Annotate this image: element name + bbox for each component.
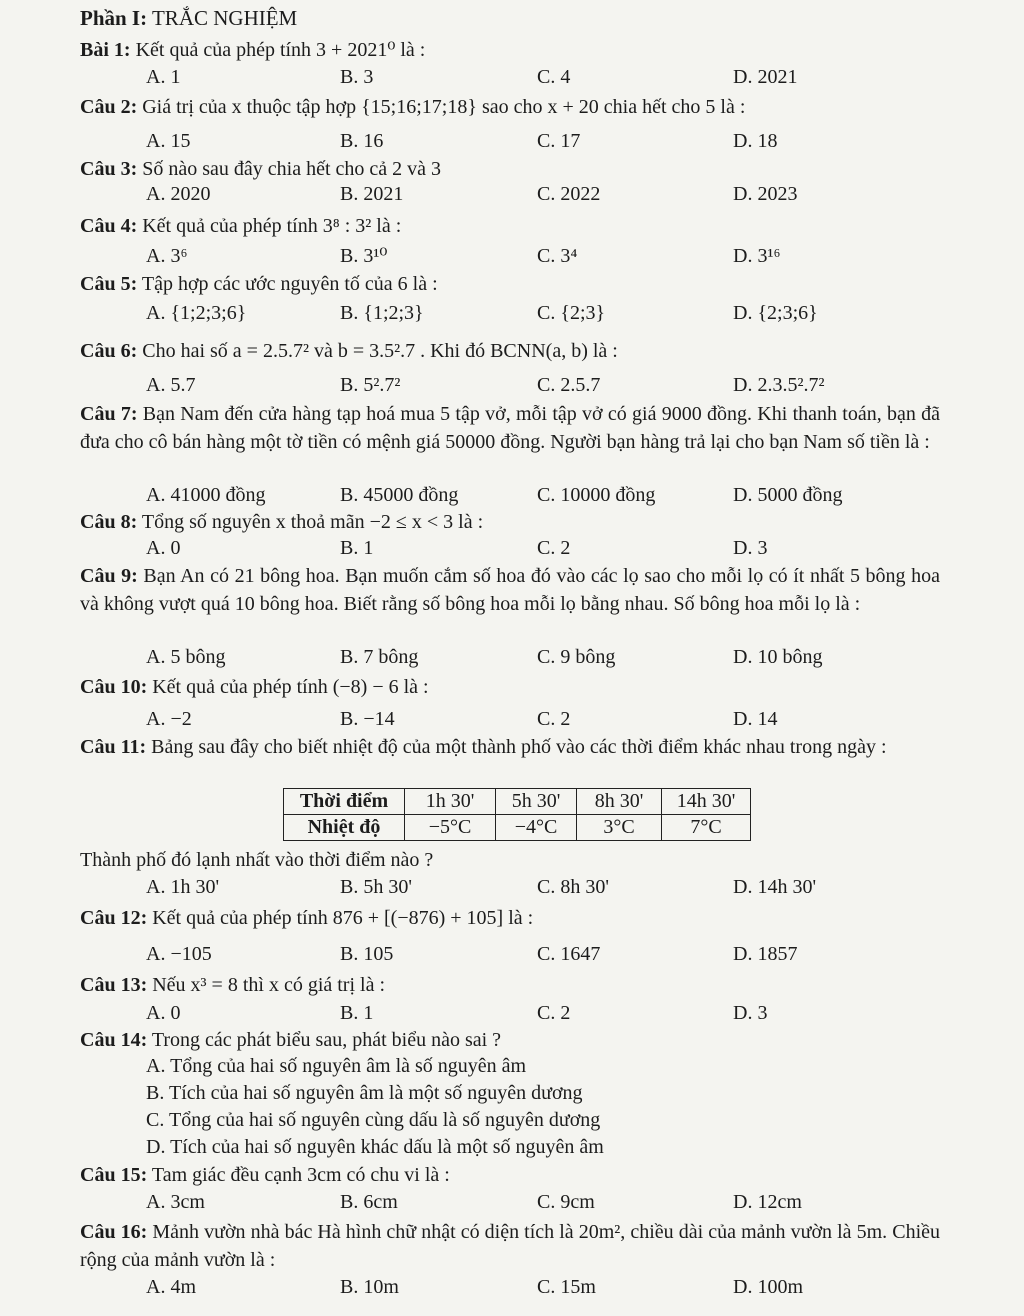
option: C. 9 bông — [537, 646, 616, 668]
option: C. 10000 đồng — [537, 484, 656, 506]
option: A. 3cm — [146, 1191, 205, 1213]
question-5: Câu 5: Tập hợp các ước nguyên tố của 6 là : — [80, 273, 438, 295]
question-11-prompt: Thành phố đó lạnh nhất vào thời điểm nào ? — [80, 849, 434, 871]
option: A. 41000 đồng — [146, 484, 266, 506]
option: D. 2023 — [733, 183, 798, 205]
table-cell: 3°C — [577, 815, 662, 841]
question-13: Câu 13: Nếu x³ = 8 thì x có giá trị là : — [80, 974, 386, 996]
question-12: Câu 12: Kết quả của phép tính 876 + [(−876) + 105] là : — [80, 907, 534, 929]
option: D. 1857 — [733, 943, 798, 965]
option: A. 0 — [146, 537, 181, 559]
option: A. 4m — [146, 1276, 196, 1298]
option: B. 5².7² — [340, 374, 401, 396]
option: B. 5h 30' — [340, 876, 412, 898]
option: B. 105 — [340, 943, 394, 965]
option: A. 1 — [146, 66, 181, 88]
question-11: Câu 11: Bảng sau đây cho biết nhiệt độ của một thành phố vào các thời điểm khác nhau trong ngày : — [80, 736, 887, 758]
question-2: Câu 2: Giá trị của x thuộc tập hợp {15;16;17;18} sao cho x + 20 chia hết cho 5 là : — [80, 96, 746, 118]
option: D. 5000 đồng — [733, 484, 843, 506]
table-row — [284, 815, 751, 841]
table-cell: 8h 30' — [577, 789, 662, 815]
option: D. {2;3;6} — [733, 302, 818, 324]
option: A. 3⁶ — [146, 245, 188, 267]
option: A. 0 — [146, 1002, 181, 1024]
option: C. 17 — [537, 130, 581, 152]
part-heading — [80, 4, 297, 32]
option: A. −105 — [146, 943, 212, 965]
part-title: TRẮC NGHIỆM — [151, 6, 298, 30]
option: B. 3¹⁰ — [340, 245, 388, 267]
option: C. {2;3} — [537, 302, 606, 324]
table-cell: Thời điểm — [284, 789, 405, 815]
option: B. −14 — [340, 708, 395, 730]
question-7: Câu 7: Bạn Nam đến cửa hàng tạp hoá mua 5 tập vở, mỗi tập vở có giá 9000 đồng. Khi thanh toán, bạn đã đưa cho cô bán hàng một tờ tiền có mệnh giá 50000 đồng. Người bạn hàng trả lại cho bạn Nam số tiền là : — [80, 403, 941, 453]
option: C. 4 — [537, 66, 571, 88]
option: D. 10 bông — [733, 646, 823, 668]
option: D. Tích của hai số nguyên khác dấu là một số nguyên âm — [146, 1136, 604, 1158]
option: B. 45000 đồng — [340, 484, 459, 506]
option: C. 8h 30' — [537, 876, 609, 898]
question-9: Câu 9: Bạn An có 21 bông hoa. Bạn muốn cắm số hoa đó vào các lọ sao cho mỗi lọ có ít nhất 5 bông hoa và không vượt quá 10 bông hoa. Biết rằng số bông hoa mỗi lọ bằng nhau. Số bông hoa mỗi lọ là : — [80, 565, 940, 615]
option: D. 18 — [733, 130, 778, 152]
table-cell: 1h 30' — [405, 789, 496, 815]
option: D. 3 — [733, 537, 768, 559]
option: B. 10m — [340, 1276, 399, 1298]
option: B. Tích của hai số nguyên âm là một số nguyên dương — [146, 1082, 583, 1104]
table-cell: −5°C — [405, 815, 496, 841]
question-6: Câu 6: Cho hai số a = 2.5.7² và b = 3.5².7 . Khi đó BCNN(a, b) là : — [80, 340, 618, 362]
option: B. 1 — [340, 537, 374, 559]
option: D. 14 — [733, 708, 778, 730]
option: C. 15m — [537, 1276, 596, 1298]
option: C. 2.5.7 — [537, 374, 601, 396]
option: A. 2020 — [146, 183, 211, 205]
option: B. 3 — [340, 66, 374, 88]
question-3: Câu 3: Số nào sau đây chia hết cho cả 2 và 3 — [80, 158, 442, 180]
option: A. 5 bông — [146, 646, 226, 668]
question-16: Câu 16: Mảnh vườn nhà bác Hà hình chữ nhật có diện tích là 20m², chiều dài của mảnh vườn là 5m. Chiều rộng của mảnh vườn là : — [80, 1221, 941, 1271]
question-1: Bài 1: Kết quả của phép tính 3 + 2021⁰ là : — [80, 39, 426, 61]
option: C. 1647 — [537, 943, 601, 965]
option: D. 100m — [733, 1276, 803, 1298]
table-cell: 14h 30' — [662, 789, 751, 815]
option: D. 2021 — [733, 66, 798, 88]
option: B. {1;2;3} — [340, 302, 424, 324]
question-15: Câu 15: Tam giác đều cạnh 3cm có chu vi là : — [80, 1164, 450, 1186]
table-cell: Nhiệt độ — [284, 815, 405, 841]
option: C. 3⁴ — [537, 245, 578, 267]
option: D. 12cm — [733, 1191, 802, 1213]
option: D. 3¹⁶ — [733, 245, 781, 267]
option: A. {1;2;3;6} — [146, 302, 247, 324]
option: B. 7 bông — [340, 646, 419, 668]
question-8: Câu 8: Tổng số nguyên x thoả mãn −2 ≤ x < 3 là : — [80, 511, 484, 533]
option: C. 9cm — [537, 1191, 595, 1213]
option: A. Tổng của hai số nguyên âm là số nguyên âm — [146, 1055, 527, 1077]
option: D. 3 — [733, 1002, 768, 1024]
question-10: Câu 10: Kết quả của phép tính (−8) − 6 là : — [80, 676, 429, 698]
option: C. 2 — [537, 708, 571, 730]
option: A. 5.7 — [146, 374, 196, 396]
table-cell: 7°C — [662, 815, 751, 841]
option: C. Tổng của hai số nguyên cùng dấu là số nguyên dương — [146, 1109, 601, 1131]
option: A. 15 — [146, 130, 191, 152]
table-cell: 5h 30' — [496, 789, 577, 815]
option: A. −2 — [146, 708, 192, 730]
option: C. 2 — [537, 1002, 571, 1024]
option: B. 6cm — [340, 1191, 398, 1213]
option: B. 16 — [340, 130, 384, 152]
option: D. 2.3.5².7² — [733, 374, 825, 396]
option: B. 1 — [340, 1002, 374, 1024]
part-label: Phần I: — [80, 6, 148, 30]
temperature-table — [283, 788, 751, 841]
table-cell: −4°C — [496, 815, 577, 841]
question-14: Câu 14: Trong các phát biểu sau, phát biểu nào sai ? — [80, 1029, 502, 1051]
option: C. 2 — [537, 537, 571, 559]
question-4: Câu 4: Kết quả của phép tính 3⁸ : 3² là : — [80, 215, 402, 237]
option: D. 14h 30' — [733, 876, 817, 898]
option: A. 1h 30' — [146, 876, 220, 898]
option: B. 2021 — [340, 183, 404, 205]
table-row — [284, 789, 751, 815]
option: C. 2022 — [537, 183, 601, 205]
